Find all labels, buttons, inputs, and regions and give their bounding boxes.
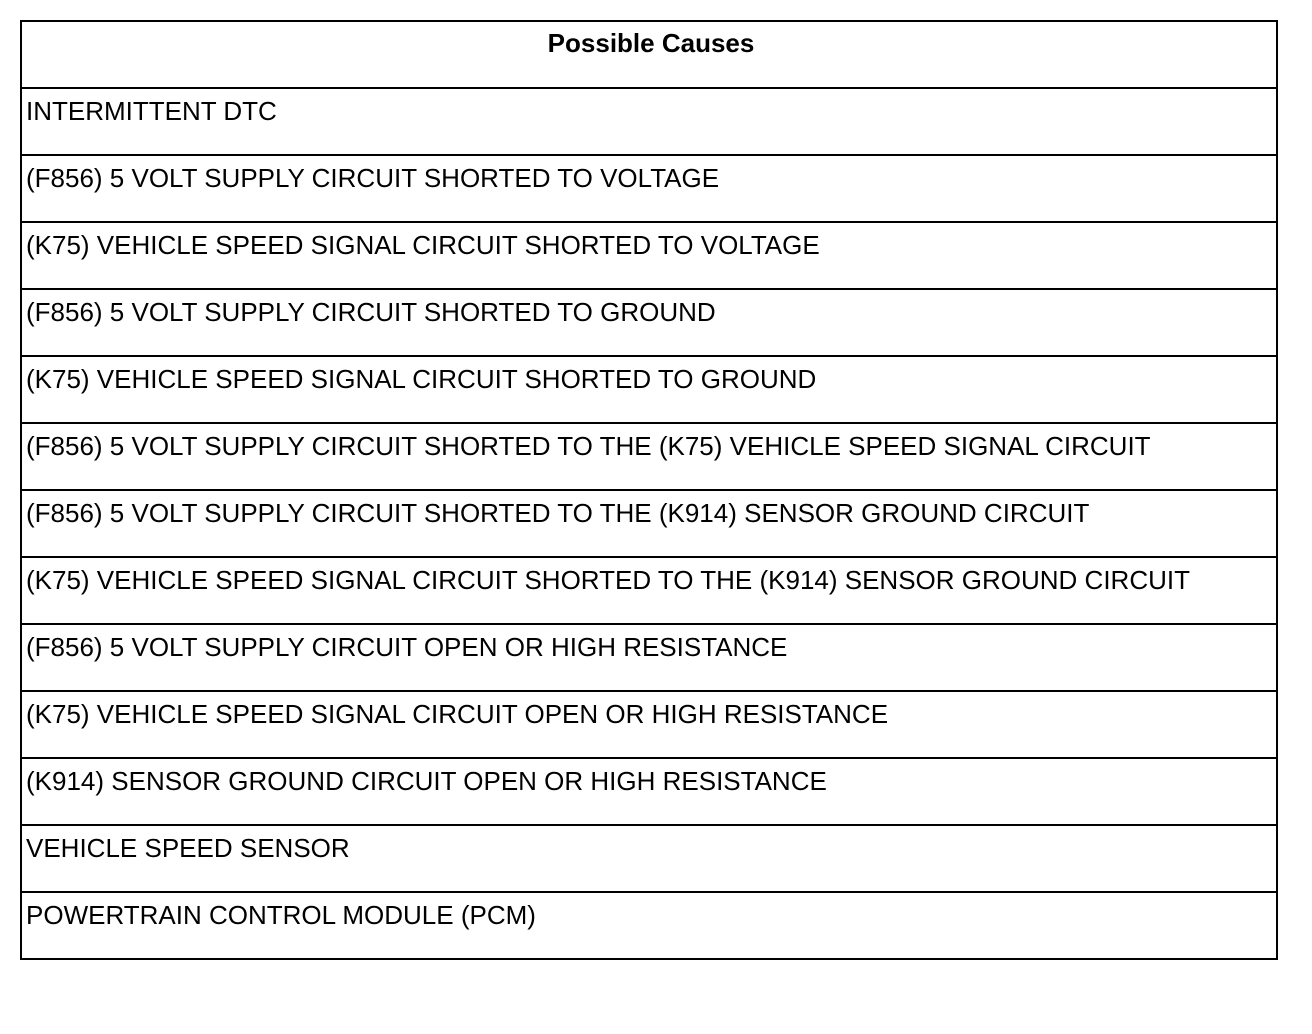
cause-cell: (F856) 5 VOLT SUPPLY CIRCUIT SHORTED TO THE (K75) VEHICLE SPEED SIGNAL CIRCUIT — [21, 423, 1277, 490]
table-row — [21, 490, 1277, 557]
table-row — [21, 557, 1277, 624]
table-row — [21, 88, 1277, 155]
cause-cell: (K75) VEHICLE SPEED SIGNAL CIRCUIT OPEN OR HIGH RESISTANCE — [21, 691, 1277, 758]
cause-cell: INTERMITTENT DTC — [21, 88, 1277, 155]
cause-cell: (F856) 5 VOLT SUPPLY CIRCUIT SHORTED TO GROUND — [21, 289, 1277, 356]
cause-cell: VEHICLE SPEED SENSOR — [21, 825, 1277, 892]
possible-causes-header: Possible Causes — [21, 21, 1277, 88]
cause-cell: (K75) VEHICLE SPEED SIGNAL CIRCUIT SHORTED TO THE (K914) SENSOR GROUND CIRCUIT — [21, 557, 1277, 624]
table-row — [21, 289, 1277, 356]
table-row — [21, 825, 1277, 892]
table-row — [21, 155, 1277, 222]
cause-cell: (K914) SENSOR GROUND CIRCUIT OPEN OR HIGH RESISTANCE — [21, 758, 1277, 825]
cause-cell: (F856) 5 VOLT SUPPLY CIRCUIT SHORTED TO THE (K914) SENSOR GROUND CIRCUIT — [21, 490, 1277, 557]
cause-cell: POWERTRAIN CONTROL MODULE (PCM) — [21, 892, 1277, 959]
table-row — [21, 423, 1277, 490]
table-row — [21, 758, 1277, 825]
cause-cell: (K75) VEHICLE SPEED SIGNAL CIRCUIT SHORTED TO VOLTAGE — [21, 222, 1277, 289]
cause-cell: (F856) 5 VOLT SUPPLY CIRCUIT SHORTED TO VOLTAGE — [21, 155, 1277, 222]
cause-cell: (F856) 5 VOLT SUPPLY CIRCUIT OPEN OR HIGH RESISTANCE — [21, 624, 1277, 691]
table-row — [21, 222, 1277, 289]
table-row — [21, 624, 1277, 691]
table-row — [21, 691, 1277, 758]
table-row — [21, 356, 1277, 423]
cause-cell: (K75) VEHICLE SPEED SIGNAL CIRCUIT SHORTED TO GROUND — [21, 356, 1277, 423]
possible-causes-table — [20, 20, 1278, 960]
table-row — [21, 892, 1277, 959]
table-header-row — [21, 21, 1277, 88]
